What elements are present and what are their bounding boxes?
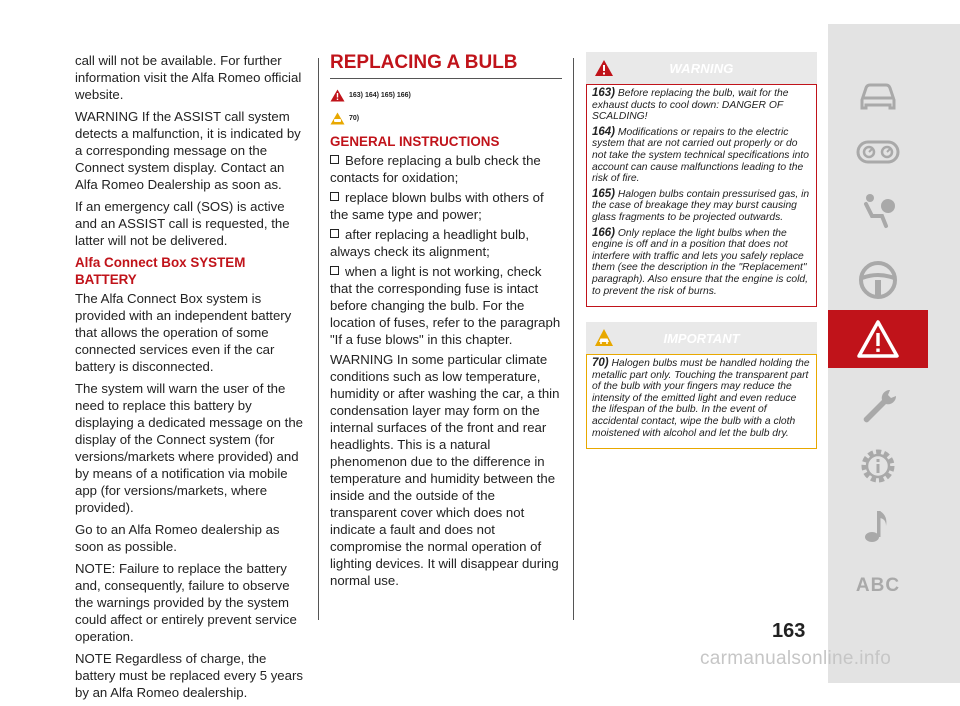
important-car-icon — [330, 112, 345, 125]
warning-references — [330, 87, 562, 104]
warning-note — [592, 189, 811, 224]
steering-wheel-icon — [856, 260, 900, 300]
paragraph: NOTE: Failure to replace the battery and, consequently, failure to observe the warnings provided by the system could affect or entirely prevent service operation. — [75, 561, 297, 644]
sidebar-item-index[interactable] — [828, 558, 928, 614]
list-item-text: replace blown bulbs with others of the same type and power; — [330, 190, 544, 222]
important-box — [586, 354, 817, 449]
warning-note — [592, 88, 811, 123]
important-title: IMPORTANT — [663, 330, 740, 346]
column-divider — [318, 58, 319, 620]
list-item — [330, 189, 562, 223]
note-text: Only replace the light bulbs when the engine is off and in a position that does not interfere with traffic and lets you safely replace them (see the description in the "Replacement" paragraph). Also ensure that the engine is cold, to prevent the risk of burns. — [592, 227, 808, 297]
bullet-box-icon — [330, 229, 339, 238]
warning-title: WARNING — [669, 60, 734, 76]
bullet-box-icon — [330, 192, 339, 201]
page-number: 163 — [772, 620, 806, 642]
list-item — [330, 152, 562, 186]
paragraph: The Alfa Connect Box system is provided with an independent battery that allows the operation of some connected services even if the car battery is disconnected. — [75, 291, 292, 374]
paragraph: Go to an Alfa Romeo dealership as soon as possible. — [75, 522, 280, 554]
warning-note — [592, 127, 811, 185]
sidebar-item-emergency[interactable] — [828, 310, 928, 368]
important-note — [592, 358, 811, 439]
general-instructions-heading: GENERAL INSTRUCTIONS — [330, 134, 500, 149]
warning-triangle-icon — [330, 89, 345, 102]
bullet-box-icon — [330, 155, 339, 164]
note-number: 164) — [592, 125, 616, 138]
important-header — [586, 322, 817, 354]
warning-box — [586, 84, 817, 307]
warning-header — [586, 52, 817, 84]
note-number: 166) — [592, 226, 616, 239]
list-item — [330, 263, 562, 348]
bullet-box-icon — [330, 266, 339, 275]
list-item-text: after replacing a headlight bulb, always check its alignment; — [330, 227, 530, 259]
sidebar-item-technical-data[interactable] — [828, 438, 928, 494]
list-item — [330, 226, 562, 260]
paragraph: WARNING If the ASSIST call system detects a malfunction, it is indicated by a corresponding message on the Connect system display. Contact an Alfa Romeo Dealership as soon as. — [75, 109, 301, 192]
paragraph: call will not be available. For further information visit the Alfa Romeo official website. — [75, 53, 302, 102]
section-title: REPLACING A BULB — [330, 52, 562, 79]
left-text-column — [75, 52, 307, 706]
battery-subheading: Alfa Connect Box SYSTEM BATTERY — [75, 255, 246, 287]
list-item-text: Before replacing a bulb check the contacts for oxidation; — [330, 153, 541, 185]
note-number: 70) — [592, 357, 609, 370]
airbag-seat-icon — [856, 190, 900, 230]
wrench-icon — [856, 386, 900, 426]
sidebar-item-maintenance[interactable] — [828, 378, 928, 434]
paragraph: The system will warn the user of the need to replace this battery by displaying a dedicated message on the display of the Connect system (for versions/markets where provided) and by means of a notification via mobile app (for versions/markets, where provided). — [75, 381, 304, 515]
warning-refs-text: 163) 164) 165) 166) — [349, 92, 411, 99]
important-refs-text: 70) — [349, 115, 360, 122]
note-text: Halogen bulbs contain pressurised gas, in the case of breakage they may burst causing glass fragments to be projected outwards. — [592, 188, 810, 223]
column-divider — [573, 58, 574, 620]
note-number: 165) — [592, 187, 616, 200]
gear-info-icon — [856, 446, 900, 486]
important-references — [330, 110, 562, 127]
sidebar-item-car[interactable] — [828, 68, 928, 124]
note-number: 163) — [592, 87, 616, 99]
paragraph: NOTE Regardless of charge, the battery must be replaced every 5 years by an Alfa Romeo dealership. — [75, 651, 303, 700]
middle-text-column — [330, 52, 562, 594]
sidebar-item-multimedia[interactable] — [828, 498, 928, 554]
right-notes-column — [586, 52, 817, 449]
sidebar-item-dashboard[interactable] — [828, 124, 928, 180]
note-text: Before replacing the bulb, wait for the exhaust ducts to cool down: DANGER OF SCALDING! — [592, 88, 789, 123]
chapter-sidebar — [828, 24, 960, 683]
abc-icon: ABC — [855, 575, 901, 596]
paragraph: If an emergency call (SOS) is active and an ASSIST call is requested, the latter will not be delivered. — [75, 199, 290, 248]
paragraph: WARNING In some particular climate conditions such as low temperature, humidity or after washing the car, a thin condensation layer may form on the internal surfaces of the front and rear headlights. This is a natural phenomenon due to the difference in temperature and humidity between the inside and the outside of the transparent cover which does not indicate a fault and does not compromise the normal operation of lighting devices. It will disappear during normal use. — [330, 352, 560, 588]
important-car-icon — [594, 328, 614, 348]
sidebar-item-safety[interactable] — [828, 182, 928, 238]
warning-triangle-icon — [856, 319, 900, 359]
music-note-icon — [856, 506, 900, 546]
note-text: Modifications or repairs to the electric system that are not carried out properly or do not take the system technical specifications into account can cause malfunctions leading to the risk of fire. — [592, 126, 809, 185]
warning-note — [592, 228, 811, 298]
watermark: carmanualsonline.info — [700, 648, 892, 669]
warning-triangle-icon — [594, 59, 614, 77]
sidebar-item-driving[interactable] — [828, 252, 928, 308]
list-item-text: when a light is not working, check that the corresponding fuse is intact before changing the bulb. For the location of fuses, refer to the paragraph "If a fuse blows" in this chapter. — [330, 264, 561, 347]
note-text: Halogen bulbs must be handled holding the metallic part only. Touching the transparent part of the bulb with your fingers may reduce the intensity of the emitted light and even reduce the lifespan of the bulb. In the event of accidental contact, wipe the bulb with a cloth moistened with alcohol and let the bulb dry. — [592, 358, 810, 439]
car-icon — [856, 76, 900, 116]
dashboard-icon — [856, 132, 900, 172]
